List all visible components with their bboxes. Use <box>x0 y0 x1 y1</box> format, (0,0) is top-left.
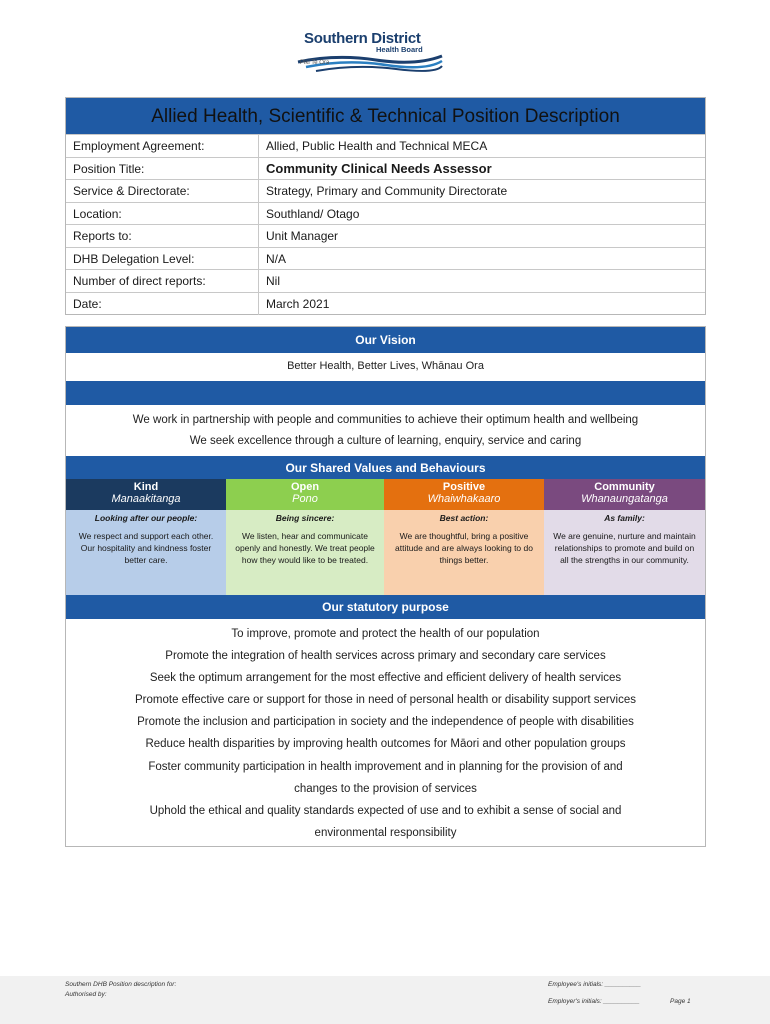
value-subtitle: As family: <box>604 513 645 523</box>
value-header <box>226 479 384 510</box>
vision-text: Better Health, Better Lives, Whānau Ora <box>287 360 484 372</box>
vision-values-table <box>65 326 706 847</box>
detail-value: Southland/ Otago <box>266 206 360 221</box>
detail-label: DHB Delegation Level: <box>73 251 195 266</box>
value-header <box>66 479 226 510</box>
value-subtitle: Best action: <box>439 513 489 523</box>
footer-position-for: Southern DHB Position description for: <box>65 981 177 988</box>
mission-heading <box>66 381 705 405</box>
detail-row <box>66 157 705 181</box>
detail-row <box>66 202 705 226</box>
value-maori-name: Whanaungatanga <box>581 493 668 505</box>
purpose-line: Seek the optimum arrangement for the most effective and efficient delivery of health services <box>149 672 622 684</box>
value-subtitle: Being sincere: <box>275 513 335 523</box>
value-maori-name: Manaakitanga <box>111 493 181 505</box>
value-name: Community <box>594 481 655 493</box>
value-card-community <box>544 479 705 595</box>
detail-label: Reports to: <box>73 229 132 243</box>
value-description: We are thoughtful, bring a positive attitude and are always looking to do things better. <box>395 531 533 565</box>
detail-row <box>66 292 705 316</box>
detail-label: Employment Agreement: <box>73 139 205 153</box>
detail-row <box>66 224 705 248</box>
purpose-line: Promote effective care or support for those in need of personal health or disability support services <box>135 694 636 706</box>
value-subtitle: Looking after our people: <box>94 513 198 523</box>
purpose-line: Reduce health disparities by improving health outcomes for Māori and other population groups <box>145 738 626 750</box>
purpose-line: changes to the provision of services <box>294 783 477 795</box>
value-name: Open <box>290 481 320 493</box>
purpose-line: To improve, promote and protect the health of our population <box>231 628 540 640</box>
footer-employee-initials: Employee's initials: __________ <box>548 981 642 988</box>
value-card-kind <box>66 479 226 595</box>
value-header <box>544 479 705 510</box>
sdhb-logo <box>296 28 444 74</box>
value-card-open <box>226 479 384 595</box>
logo-line-2: Health Board <box>376 45 423 54</box>
document-title: Allied Health, Scientific & Technical Position Description <box>66 98 705 134</box>
detail-row <box>66 269 705 293</box>
values-heading: Our Shared Values and Behaviours <box>66 456 705 479</box>
detail-label: Location: <box>73 206 122 221</box>
detail-value: Strategy, Primary and Community Directorate <box>266 184 508 198</box>
value-description: We listen, hear and communicate openly and honestly. We treat people how they would like to be treated. <box>235 531 375 565</box>
footer-authorised-by: Authorised by: <box>65 991 107 998</box>
purpose-line: Uphold the ethical and quality standards expected of use and to exhibit a sense of social and <box>149 805 622 817</box>
logo-line-1: Southern District <box>304 30 421 47</box>
detail-value: Nil <box>266 274 280 288</box>
value-name: Kind <box>133 481 159 493</box>
detail-value: Allied, Public Health and Technical MECA <box>266 139 488 153</box>
detail-label: Date: <box>73 296 102 311</box>
purpose-line: Promote the integration of health services across primary and secondary care services <box>165 650 606 662</box>
value-description: We respect and support each other. Our hospitality and kindness foster better care. <box>78 531 214 565</box>
detail-value: Community Clinical Needs Assessor <box>266 160 492 176</box>
purpose-line: Promote the inclusion and participation in society and the independence of people with disabilities <box>137 716 634 728</box>
logo-line-3: Piki Te Ora <box>300 60 330 66</box>
purpose-line: environmental responsibility <box>314 827 457 839</box>
detail-value: N/A <box>266 251 287 266</box>
value-card-positive <box>384 479 544 595</box>
detail-row <box>66 247 705 271</box>
detail-row <box>66 134 705 158</box>
purpose-line: Foster community participation in health improvement and in planning for the provision of and <box>148 761 623 773</box>
value-maori-name: Pono <box>292 493 318 505</box>
footer-employer-initials: Employer's initials: __________ <box>548 998 640 1005</box>
value-maori-name: Whaiwhakaaro <box>427 493 501 505</box>
mission-line: We seek excellence through a culture of learning, enquiry, service and caring <box>189 435 582 447</box>
page-footer <box>0 976 770 1024</box>
detail-label: Number of direct reports: <box>73 274 206 288</box>
detail-label: Service & Directorate: <box>73 184 190 198</box>
detail-row <box>66 179 705 203</box>
value-description: We are genuine, nurture and maintain relationships to promote and build on all the strengths in our community. <box>553 531 696 565</box>
detail-value: March 2021 <box>266 296 330 311</box>
value-name: Positive <box>442 481 486 493</box>
position-details-table <box>65 97 706 315</box>
vision-heading: Our Vision <box>66 327 705 353</box>
value-header <box>384 479 544 510</box>
mission-line: We work in partnership with people and communities to achieve their optimum health and wellbeing <box>132 414 639 426</box>
detail-label: Position Title: <box>73 161 145 176</box>
detail-value: Unit Manager <box>266 229 339 243</box>
purpose-heading: Our statutory purpose <box>66 595 705 619</box>
footer-page-number: Page 1 <box>670 998 691 1005</box>
